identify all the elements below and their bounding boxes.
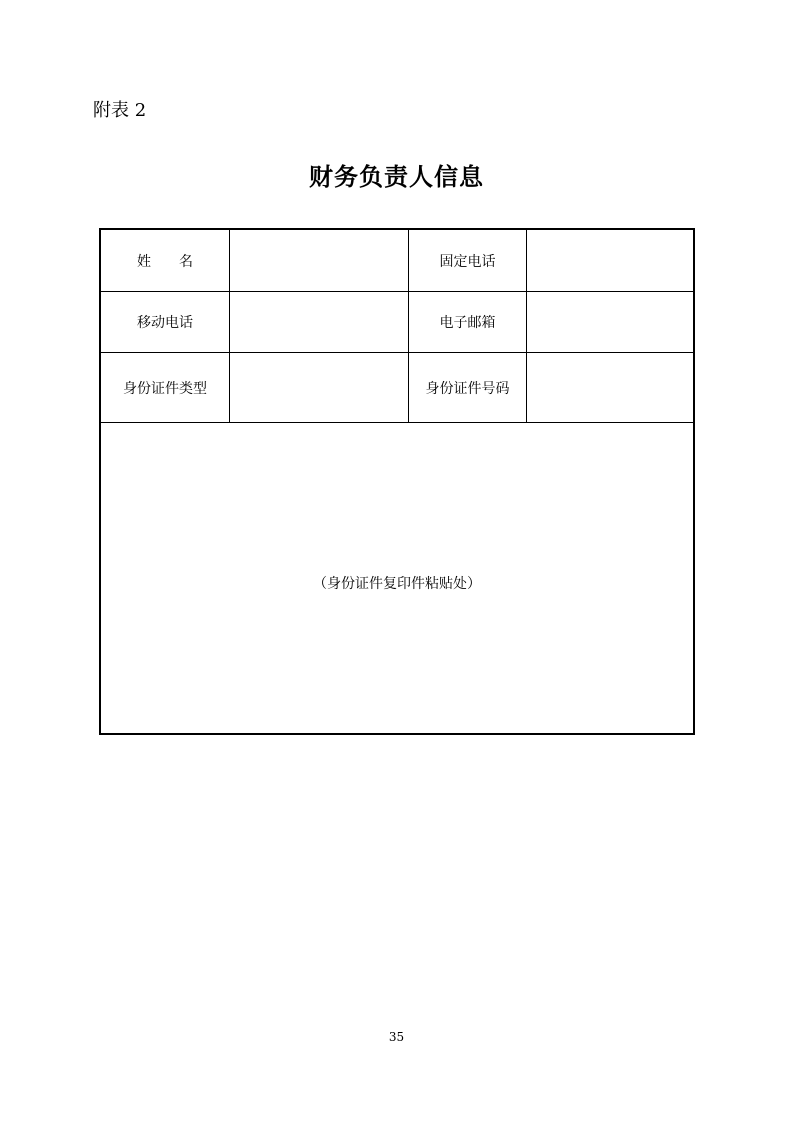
id-number-label: 身份证件号码 [409,353,527,422]
name-label-part-1: 姓 [137,253,151,270]
table-row-mobile [101,292,693,353]
page-number: 35 [388,1030,405,1044]
paste-area-caption: （身份证件复印件粘贴处） [313,576,481,592]
name-label-cell [101,230,230,291]
id-type-value-field[interactable] [230,353,409,422]
id-copy-paste-area [101,423,693,733]
email-value-field[interactable] [527,292,693,352]
table-row-name [101,230,693,292]
id-number-value-field[interactable] [527,353,693,422]
landline-value-field[interactable] [527,230,693,291]
page-title: 财务负责人信息 [309,163,484,191]
appendix-label: 附表 2 [93,100,147,121]
landline-label: 固定电话 [409,230,527,291]
name-label-part-2: 名 [179,253,193,270]
table-row-id [101,353,693,423]
mobile-value-field[interactable] [230,292,409,352]
name-value-field[interactable] [230,230,409,291]
email-label: 电子邮箱 [409,292,527,352]
name-label [137,251,193,271]
id-type-label: 身份证件类型 [101,353,230,422]
mobile-label: 移动电话 [101,292,230,352]
finance-manager-info-table [99,228,695,735]
